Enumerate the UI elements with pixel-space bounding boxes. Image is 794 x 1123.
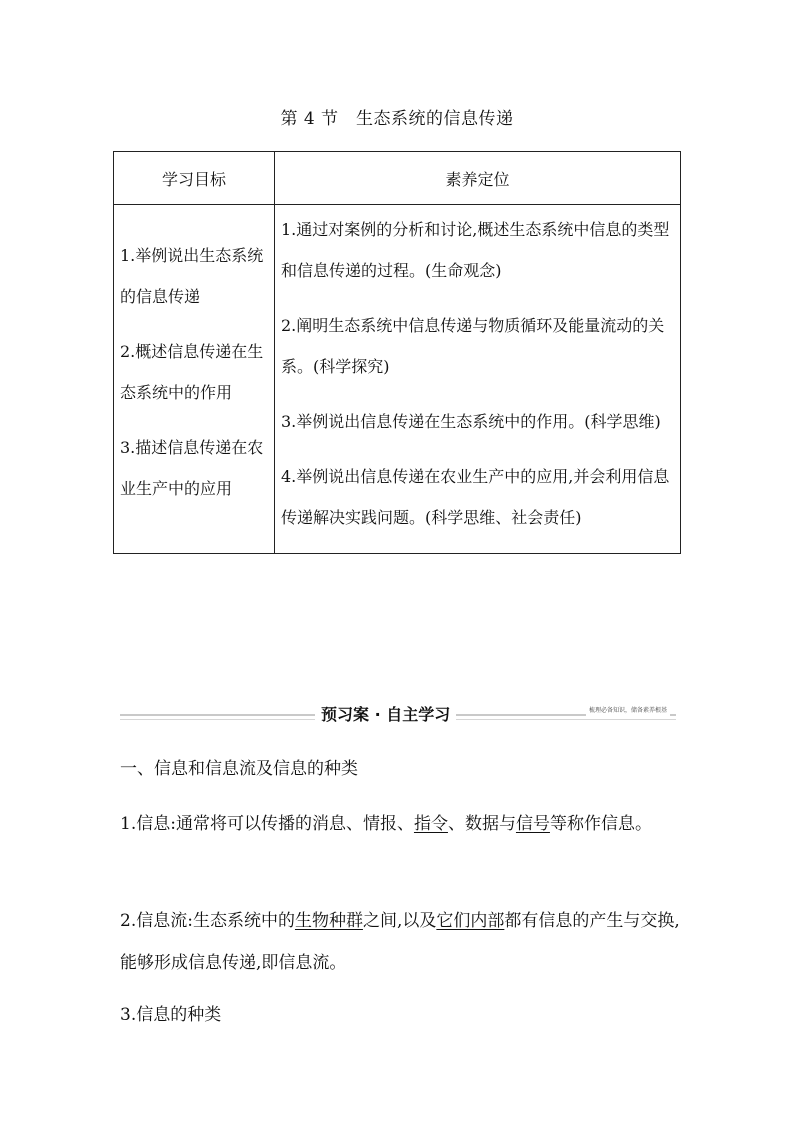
table-header-row [114, 152, 681, 205]
preview-banner [120, 703, 676, 727]
header-learning-goals: 学习目标 [114, 152, 275, 205]
literacy-item: 2.阐明生态系统中信息传递与物质循环及能量流动的关系。(科学探究) [281, 316, 665, 376]
section-heading: 一、信息和信息流及信息的种类 [120, 759, 358, 779]
objectives-table [113, 151, 681, 554]
literacy-cell [275, 205, 681, 554]
literacy-item: 3.举例说出信息传递在生态系统中的作用。(科学思维) [281, 412, 661, 431]
underlined-term: 它们内部 [436, 911, 505, 931]
paragraph-info: 1.信息:通常将可以传播的消息、情报、指令、数据与信号等称作信息。 [120, 814, 652, 834]
table-content-row [114, 205, 681, 554]
paragraph-info-types: 3.信息的种类 [120, 1005, 222, 1025]
learning-goals-cell [114, 205, 275, 554]
literacy-item: 4.举例说出信息传递在农业生产中的应用,并会利用信息传递解决实践问题。(科学思维、社会责任) [281, 467, 670, 527]
banner-label: 预习案 · 自主学习 [315, 703, 456, 727]
section-title: 第 4 节 生态系统的信息传递 [280, 109, 514, 129]
literacy-item: 1.通过对案例的分析和讨论,概述生态系统中信息的类型和信息传递的过程。(生命观念) [281, 220, 670, 280]
underlined-term: 信号 [515, 814, 550, 834]
paragraph-info-flow: 2.信息流:生态系统中的生物种群之间,以及它们内部都有信息的产生与交换,能够形成信息传递,即信息流。 [120, 911, 680, 973]
banner-side-note: 梳理必备知识，储备素养根基 [586, 706, 670, 716]
goal-item: 2.概述信息传递在生态系统中的作用 [120, 342, 264, 402]
goal-item: 1.举例说出生态系统的信息传递 [120, 246, 264, 306]
underlined-term: 生物种群 [294, 911, 363, 931]
underlined-term: 指令 [413, 814, 448, 834]
goal-item: 3.描述信息传递在农业生产中的应用 [120, 438, 264, 498]
header-literacy: 素养定位 [275, 152, 681, 205]
